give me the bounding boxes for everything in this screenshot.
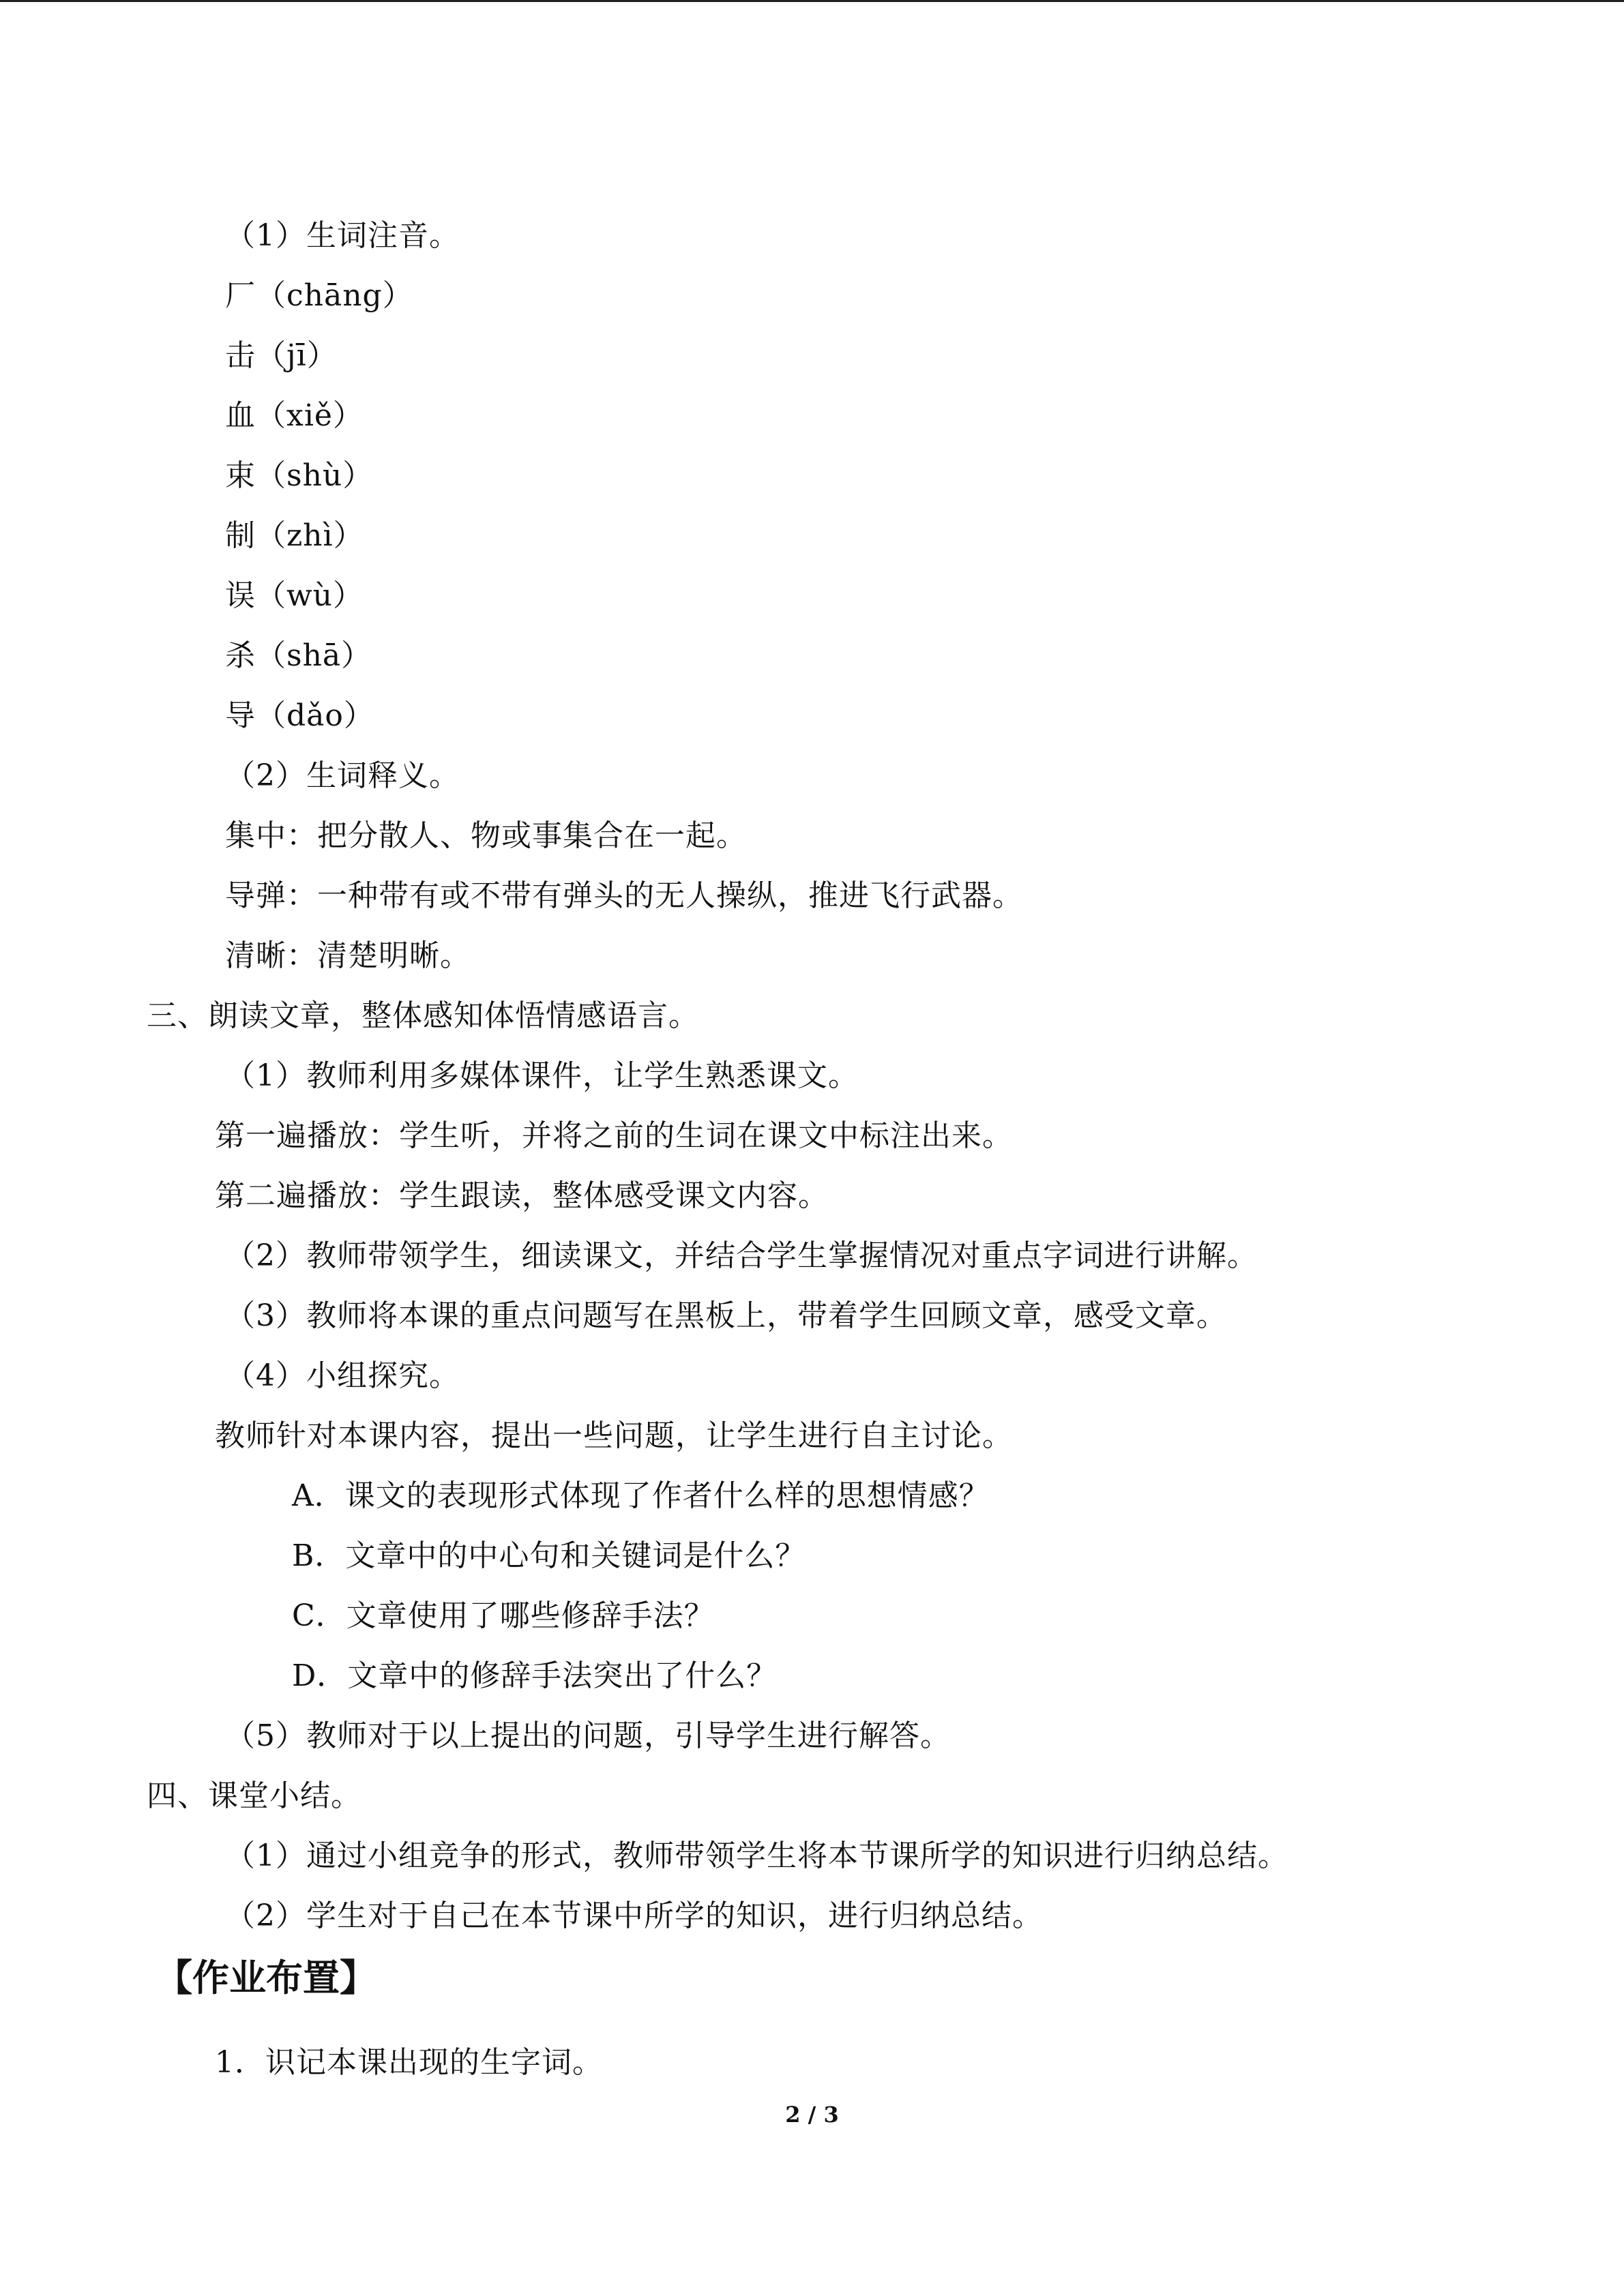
step-detail: 第一遍播放：学生听，并将之前的生词在课文中标注出来。 [215,1118,1013,1153]
pinyin-item: 束（shù） [225,458,374,493]
question-item: D．文章中的修辞手法突出了什么？ [292,1658,778,1693]
step-detail: 第二遍播放：学生跟读，整体感受课文内容。 [215,1178,829,1213]
vocab-meaning-heading: （2）生词释义。 [225,758,460,793]
step-item: （1）教师利用多媒体课件，让学生熟悉课文。 [225,1058,859,1093]
step-item: （5）教师对于以上提出的问题，引导学生进行解答。 [225,1718,951,1753]
pinyin-item: 血（xiě） [225,398,364,433]
definition-item: 清晰：清楚明晰。 [225,938,471,973]
page-number: 2 / 3 [785,2102,839,2128]
pinyin-item: 厂（chāng） [225,278,413,313]
summary-item: （1）通过小组竞争的形式，教师带领学生将本节课所学的知识进行归纳总结。 [225,1838,1288,1873]
question-item: A．课文的表现形式体现了作者什么样的思想情感？ [292,1478,990,1513]
section-four-heading: 四、课堂小结。 [147,1778,361,1813]
vocab-pronunciation-heading: （1）生词注音。 [225,218,460,253]
homework-section-heading: 【作业布置】 [156,1956,377,1999]
step-item: （3）教师将本课的重点问题写在黑板上，带着学生回顾文章，感受文章。 [225,1298,1227,1333]
definition-item: 导弹：一种带有或不带有弹头的无人操纵，推进飞行武器。 [225,878,1023,913]
pinyin-item: 误（wù） [225,578,364,613]
definition-item: 集中：把分散人、物或事集合在一起。 [225,818,747,853]
question-item: B．文章中的中心句和关键词是什么？ [292,1538,806,1573]
homework-item: 1．识记本课出现的生字词。 [215,2045,603,2080]
pinyin-item: 导（dǎo） [225,698,374,733]
step-detail: 教师针对本课内容，提出一些问题，让学生进行自主讨论。 [215,1418,1013,1453]
pinyin-item: 杀（shā） [225,638,372,673]
pinyin-item: 击（jī） [225,338,338,373]
top-border [0,0,1624,2]
step-item: （4）小组探究。 [225,1358,460,1393]
pinyin-item: 制（zhì） [225,518,364,553]
step-item: （2）教师带领学生，细读课文，并结合学生掌握情况对重点字词进行讲解。 [225,1238,1258,1273]
question-item: C．文章使用了哪些修辞手法？ [292,1598,715,1633]
section-three-heading: 三、朗读文章，整体感知体悟情感语言。 [147,998,699,1033]
summary-item: （2）学生对于自己在本节课中所学的知识，进行归纳总结。 [225,1898,1043,1933]
